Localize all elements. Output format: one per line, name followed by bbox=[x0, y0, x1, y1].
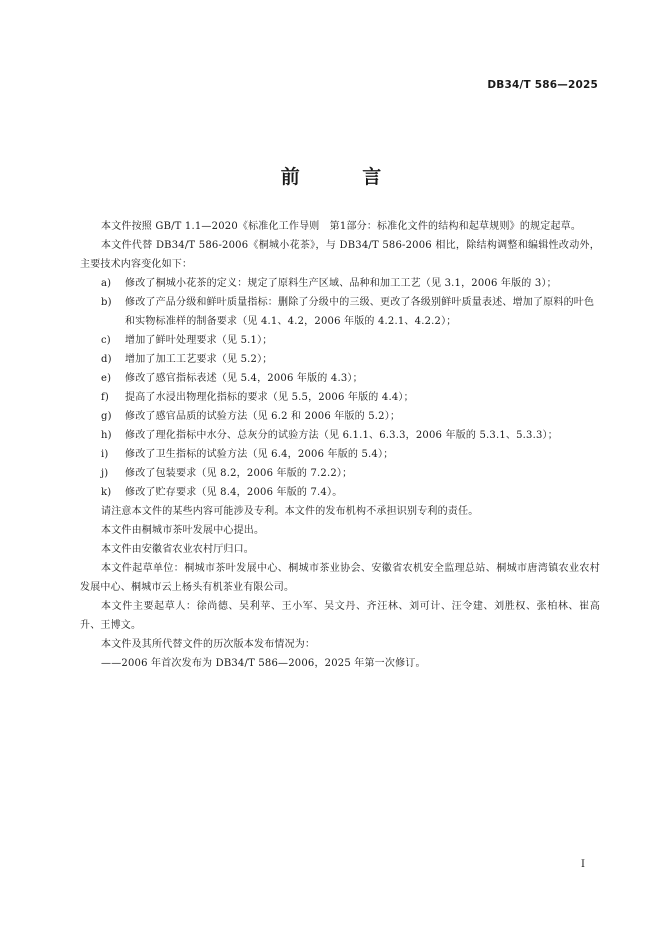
list-marker: a) bbox=[101, 278, 112, 289]
drafting-units-paragraph: 本文件起草单位：桐城市茶叶发展中心、桐城市茶业协会、安徽省农机安全监理总站、桐城市唐湾镇农业农村发展中心、桐城市云上杨头有机茶业有限公司。 bbox=[80, 563, 600, 593]
drafting-basis-paragraph: 本文件按照 GB/T 1.1—2020《标准化工作导则 第1部分：标准化文件的结构和起草规则》的规定起草。 bbox=[101, 221, 582, 232]
list-item bbox=[80, 350, 600, 369]
page-title: 前 言 bbox=[280, 166, 410, 188]
list-item bbox=[80, 407, 600, 426]
list-marker: k) bbox=[101, 487, 112, 498]
list-item-text: 修改了产品分级和鲜叶质量指标：删除了分级中的三级、更改了各级别鲜叶质量表述、增加了原料的叶色和实物标准样的制备要求（见 4.1、4.2，2006 年版的 4.2.1、4.2.2）； bbox=[125, 297, 595, 327]
list-marker: j) bbox=[101, 468, 109, 479]
list-marker: b) bbox=[101, 297, 112, 308]
patent-notice-paragraph: 请注意本文件的某些内容可能涉及专利。本文件的发布机构不承担识别专利的责任。 bbox=[101, 506, 479, 517]
page-number: I bbox=[581, 859, 585, 870]
list-marker: f) bbox=[101, 392, 110, 403]
list-marker: d) bbox=[101, 354, 112, 365]
list-item-text: 修改了桐城小花茶的定义：规定了原料生产区域、品种和加工工艺（见 3.1，2006 年版的 3）； bbox=[125, 278, 557, 289]
list-item-text: 增加了加工工艺要求（见 5.2）； bbox=[125, 354, 273, 365]
foreword-body bbox=[80, 217, 600, 673]
list-item bbox=[80, 331, 600, 350]
list-marker: c) bbox=[101, 335, 111, 346]
list-item-text: 修改了感官品质的试验方法（见 6.2 和 2006 年版的 5.2）； bbox=[125, 411, 401, 422]
list-item-text: 修改了卫生指标的试验方法（见 6.4，2006 年版的 5.4）； bbox=[125, 449, 394, 460]
list-item bbox=[80, 274, 600, 293]
list-item-text: 修改了包装要求（见 8.2，2006 年版的 7.2.2）； bbox=[125, 468, 353, 479]
proposer-paragraph: 本文件由桐城市茶叶发展中心提出。 bbox=[101, 525, 265, 536]
list-item bbox=[80, 369, 600, 388]
list-marker: e) bbox=[101, 373, 112, 384]
history-intro-paragraph: 本文件及其所代替文件的历次版本发布情况为： bbox=[101, 639, 316, 650]
centralized-unit-paragraph: 本文件由安徽省农业农村厅归口。 bbox=[101, 544, 254, 555]
list-item-text: 修改了感官指标表述（见 5.4，2006 年版的 4.3）； bbox=[125, 373, 363, 384]
list-item bbox=[80, 464, 600, 483]
document-code: DB34/T 586—2025 bbox=[487, 79, 598, 91]
list-marker: g) bbox=[101, 411, 112, 422]
drafters-paragraph: 本文件主要起草人：徐尚德、吴利苹、王小军、吴文丹、齐汪林、刘可计、汪令建、刘胜权、张柏林、崔高升、王博文。 bbox=[80, 601, 600, 631]
list-item bbox=[80, 445, 600, 464]
list-item-text: 提高了水浸出物理化指标的要求（见 5.5，2006 年版的 4.4）； bbox=[125, 392, 414, 403]
replacement-paragraph: 本文件代替 DB34/T 586-2006《桐城小花茶》，与 DB34/T 586-2006 相比，除结构调整和编辑性改动外，主要技术内容变化如下： bbox=[80, 240, 600, 270]
list-item-text: 修改了理化指标中水分、总灰分的试验方法（见 6.1.1、6.3.3，2006 年版的 5.3.1、5.3.3）； bbox=[125, 430, 558, 441]
list-item bbox=[80, 483, 600, 502]
list-item-text: 增加了鲜叶处理要求（见 5.1）； bbox=[125, 335, 273, 346]
history-item: ——2006 年首次发布为 DB34/T 586—2006，2025 年第一次修订。 bbox=[101, 658, 426, 669]
list-item bbox=[80, 388, 600, 407]
list-marker: h) bbox=[101, 430, 112, 441]
list-item bbox=[80, 426, 600, 445]
list-marker: i) bbox=[101, 449, 109, 460]
list-item-text: 修改了贮存要求（见 8.4，2006 年版的 7.4）。 bbox=[125, 487, 343, 498]
list-item bbox=[80, 293, 600, 331]
changes-list bbox=[80, 274, 600, 502]
